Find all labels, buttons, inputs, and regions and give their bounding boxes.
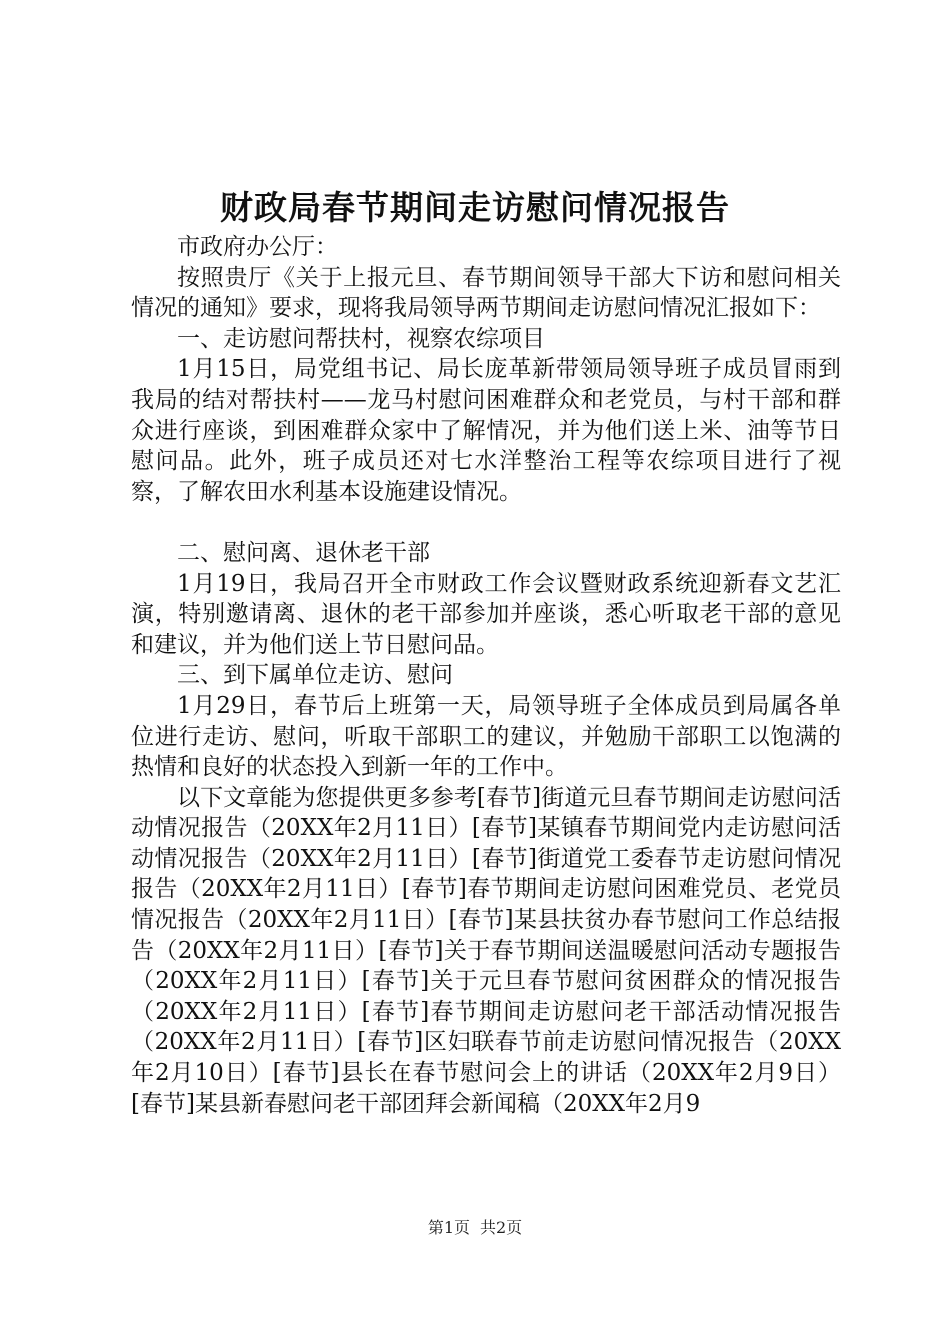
blank-line <box>131 507 841 538</box>
related-articles-paragraph: 以下文章能为您提供更多参考[春节]街道元旦春节期间走访慰问活动情况报告（20XX年2月11日）[春节]某镇春节期间党内走访慰问活动情况报告（20XX年2月11日）[春节]街道党工委春节走访慰问情况报告（20XX年2月11日）[春节]春节期间走访慰问困难党员、老党员情况报告（20XX年2月11日）[春节]某县扶贫办春节慰问工作总结报告（20XX年2月11日）[春节]关于春节期间送温暖慰问活动专题报告（20XX年2月11日）[春节]关于元旦春节慰问贫困群众的情况报告（20XX年2月11日）[春节]春节期间走访慰问老干部活动情况报告（20XX年2月11日）[春节]区妇联春节前走访慰问情况报告（20XX年2月10日）[春节]县长在春节慰问会上的讲话（20XX年2月9日）[春节]某县新春慰问老干部团拜会新闻稿（20XX年2月9 <box>131 784 841 1117</box>
section-heading-1: 一、走访慰问帮扶村，视察农综项目 <box>177 325 545 352</box>
page-total: 共2页 <box>480 1218 523 1237</box>
salutation: 市政府办公厅： <box>177 234 338 260</box>
document-body <box>131 232 841 1119</box>
section-heading-2: 二、慰问离、退休老干部 <box>177 539 430 566</box>
page-footer <box>0 1217 950 1239</box>
intro-paragraph: 按照贵厅《关于上报元旦、春节期间领导干部大下访和慰问相关情况的通知》要求，现将我局领导两节期间走访慰问情况汇报如下： <box>131 264 841 322</box>
document-title: 财政局春节期间走访慰问情况报告 <box>220 188 730 227</box>
section-heading-3: 三、到下属单位走访、慰问 <box>177 662 453 689</box>
page-number: 第1页 <box>427 1218 470 1237</box>
section-1-paragraph: 1月15日，局党组书记、局长庞革新带领局领导班子成员冒雨到我局的结对帮扶村——龙马村慰问困难群众和老党员，与村干部和群众进行座谈，到困难群众家中了解情况，并为他们送上米、油等节日慰问品。此外，班子成员还对七水洋整治工程等农综项目进行了视察，了解农田水利基本设施建设情况。 <box>131 356 841 505</box>
section-2-paragraph: 1月19日，我局召开全市财政工作会议暨财政系统迎新春文艺汇演，特别邀请离、退休的老干部参加并座谈，悉心听取老干部的意见和建议，并为他们送上节日慰问品。 <box>131 570 841 658</box>
section-3-paragraph: 1月29日，春节后上班第一天，局领导班子全体成员到局属各单位进行走访、慰问，听取干部职工的建议，并勉励干部职工以饱满的热情和良好的状态投入到新一年的工作中。 <box>131 692 841 781</box>
